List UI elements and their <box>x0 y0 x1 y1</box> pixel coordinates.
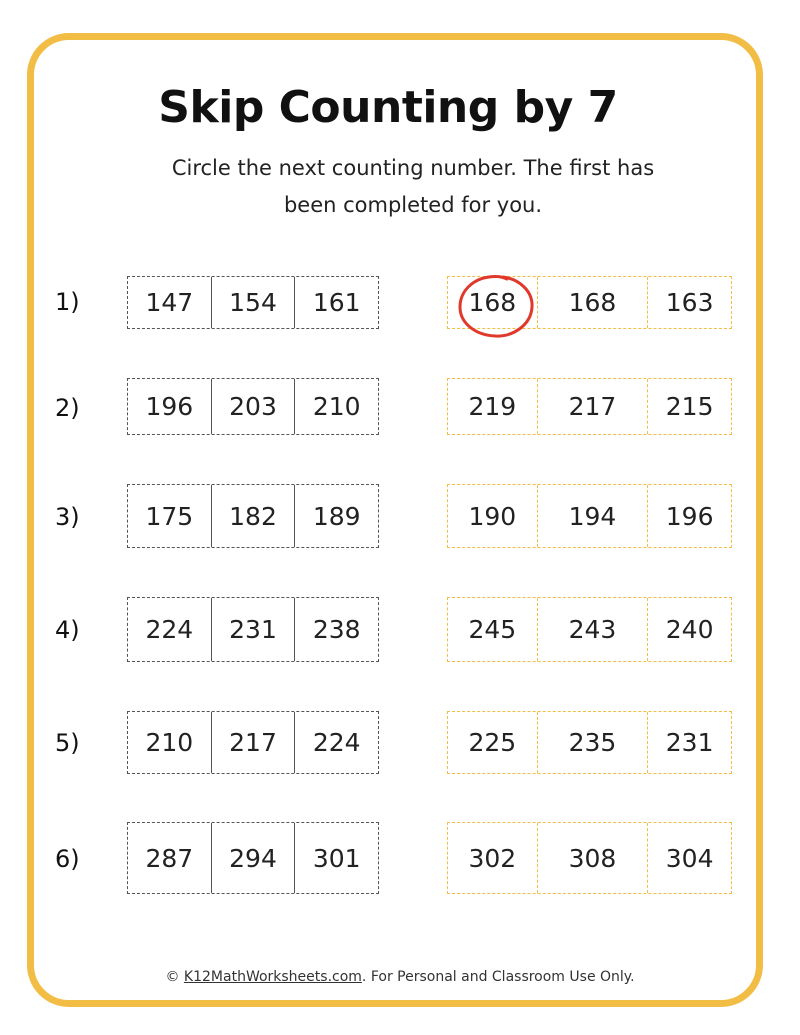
answer-option[interactable]: 240 <box>647 598 731 661</box>
sequence-cell: 203 <box>211 379 295 434</box>
sequence-cell: 210 <box>145 728 194 757</box>
instructions-line-1: Circle the next counting number. The first has <box>171 156 655 180</box>
worksheet-title: Skip Counting by 7 <box>158 82 618 133</box>
problem-5-options <box>447 711 732 774</box>
sequence-cell: 161 <box>294 277 378 328</box>
sequence-cell: 154 <box>211 277 295 328</box>
answer-option[interactable]: 190 <box>468 501 517 531</box>
usage-note: . For Personal and Classroom Use Only. <box>361 969 635 985</box>
answer-option[interactable]: 243 <box>537 598 648 661</box>
problem-5-sequence <box>127 711 379 774</box>
answer-option[interactable]: 163 <box>647 277 731 328</box>
answer-option[interactable]: 168 <box>468 288 517 317</box>
sequence-cell: 217 <box>211 712 295 773</box>
sequence-cell: 175 <box>145 501 194 531</box>
answer-option[interactable]: 196 <box>647 485 731 547</box>
answer-option[interactable]: 235 <box>537 712 648 773</box>
problem-1-sequence <box>127 276 379 329</box>
problem-3-options <box>447 484 732 548</box>
problem-1-number: 1) <box>55 288 80 316</box>
sequence-cell: 224 <box>145 615 194 644</box>
problem-5-number: 5) <box>55 729 80 757</box>
sequence-cell: 238 <box>294 598 378 661</box>
site-link[interactable]: K12MathWorksheets.com <box>183 969 362 985</box>
sequence-cell: 210 <box>294 379 378 434</box>
sequence-cell: 147 <box>145 288 194 317</box>
answer-option[interactable]: 231 <box>647 712 731 773</box>
problem-6-options <box>447 822 732 894</box>
sequence-cell: 189 <box>294 485 378 547</box>
answer-option[interactable]: 225 <box>468 728 517 757</box>
answer-option[interactable]: 217 <box>537 379 648 434</box>
footer <box>0 969 800 985</box>
sequence-cell: 224 <box>294 712 378 773</box>
sequence-cell: 196 <box>145 392 194 421</box>
answer-option[interactable]: 304 <box>647 823 731 893</box>
sequence-cell: 182 <box>211 485 295 547</box>
instructions-line-2: been completed for you. <box>283 193 543 217</box>
copyright-symbol: © <box>165 969 180 985</box>
problem-2-sequence <box>127 378 379 435</box>
answer-option[interactable]: 194 <box>537 485 648 547</box>
answer-option[interactable]: 245 <box>468 615 517 644</box>
answer-option[interactable]: 302 <box>468 843 517 873</box>
problem-4-options <box>447 597 732 662</box>
sequence-cell: 287 <box>145 843 194 873</box>
instructions <box>0 150 800 224</box>
answer-option[interactable]: 168 <box>537 277 648 328</box>
problem-2-number: 2) <box>55 394 80 422</box>
answer-option[interactable]: 215 <box>647 379 731 434</box>
problem-6-sequence <box>127 822 379 894</box>
answer-option[interactable]: 219 <box>468 392 517 421</box>
problem-2-options <box>447 378 732 435</box>
sequence-cell: 301 <box>294 823 378 893</box>
sequence-cell: 294 <box>211 823 295 893</box>
problem-1-options <box>447 276 732 329</box>
problem-3-number: 3) <box>55 503 80 531</box>
problem-6-number: 6) <box>55 845 80 873</box>
problem-4-number: 4) <box>55 616 80 644</box>
sequence-cell: 231 <box>211 598 295 661</box>
answer-option[interactable]: 308 <box>537 823 648 893</box>
problem-4-sequence <box>127 597 379 662</box>
problem-3-sequence <box>127 484 379 548</box>
